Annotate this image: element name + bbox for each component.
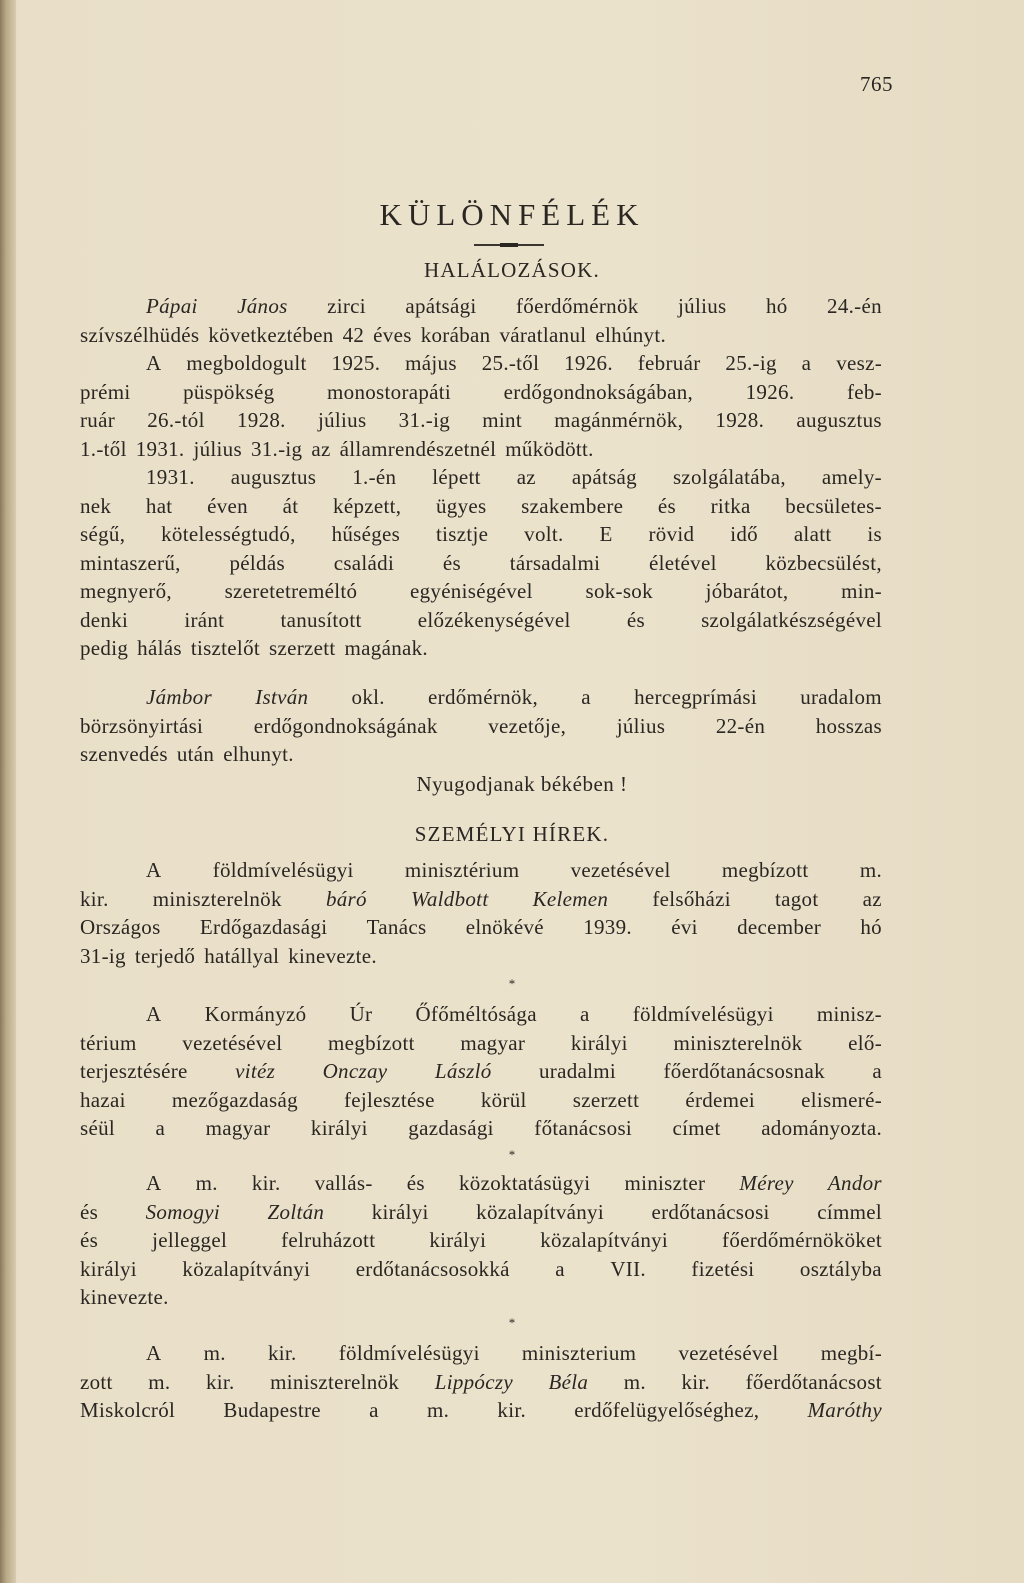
name-italic-word: Kelemen bbox=[532, 886, 609, 911]
word: tisztje bbox=[436, 522, 489, 546]
word: 25.-től bbox=[481, 351, 540, 375]
news-item-2 bbox=[80, 1000, 882, 1143]
word: július bbox=[616, 713, 666, 738]
word: okl. bbox=[351, 685, 385, 709]
word: uradalmi bbox=[538, 1059, 617, 1083]
text-line bbox=[80, 1226, 882, 1255]
word: börzsönyirtási bbox=[80, 713, 204, 738]
word: fizetési bbox=[691, 1256, 755, 1281]
word: miniszter bbox=[624, 1171, 706, 1195]
word: a bbox=[872, 1059, 882, 1083]
word: és bbox=[442, 550, 461, 575]
word: éves bbox=[373, 322, 412, 347]
word: felsőházi bbox=[652, 886, 731, 911]
word: A bbox=[146, 351, 162, 375]
word: idő bbox=[730, 522, 758, 546]
word: vezetésével bbox=[570, 858, 671, 882]
word: erdőfelügyelőséghez, bbox=[574, 1398, 760, 1422]
word: vezetője, bbox=[488, 713, 567, 738]
word: magyar bbox=[460, 1030, 526, 1055]
word: 1928. bbox=[236, 408, 286, 432]
name-italic-word: Onczay bbox=[322, 1059, 388, 1083]
word: után bbox=[176, 742, 215, 766]
word: minisztérium bbox=[404, 858, 520, 882]
text-line bbox=[80, 492, 882, 521]
separator-star-2: * bbox=[508, 1147, 516, 1162]
text-line bbox=[80, 406, 882, 435]
word: és bbox=[657, 493, 676, 518]
word: és bbox=[80, 1228, 99, 1252]
obituary-paragraph-2 bbox=[80, 683, 882, 769]
word: kinevezte. bbox=[80, 1285, 169, 1309]
word: amely- bbox=[821, 465, 882, 489]
word: 1928. bbox=[715, 408, 765, 432]
word: főerdőtanácsost bbox=[745, 1369, 882, 1394]
word: 24.-én bbox=[827, 294, 882, 318]
word: hosszas bbox=[815, 713, 882, 738]
word: közoktatásügyi bbox=[459, 1171, 591, 1195]
text-line bbox=[80, 683, 882, 712]
word: 1931. bbox=[135, 436, 185, 461]
text-line bbox=[80, 942, 882, 971]
word: közbecsülést, bbox=[765, 550, 882, 575]
word: a bbox=[581, 685, 591, 709]
word: július bbox=[678, 294, 727, 318]
szemelyi-hirek-heading: SZEMÉLYI HÍREK. bbox=[414, 822, 610, 846]
word: Budapestre bbox=[223, 1398, 321, 1422]
word: Országos bbox=[80, 915, 161, 939]
word: Tanács bbox=[366, 915, 427, 939]
word: kir. bbox=[497, 1398, 527, 1422]
word: megnyerő, bbox=[80, 579, 172, 603]
word: hűséges bbox=[331, 522, 401, 546]
word: 1939. bbox=[583, 915, 632, 939]
word: királyi bbox=[429, 1228, 487, 1252]
word: érdemei bbox=[685, 1087, 756, 1112]
word: Őfőméltósága bbox=[415, 1002, 537, 1026]
word: is bbox=[867, 522, 882, 546]
word: apátsági bbox=[405, 294, 477, 318]
word: Kormányzó bbox=[204, 1002, 307, 1026]
word: A bbox=[146, 858, 162, 882]
word: lépett bbox=[432, 465, 481, 489]
word: tisztelőt bbox=[190, 636, 260, 660]
word: magyar bbox=[205, 1116, 271, 1140]
word: az bbox=[862, 886, 882, 911]
word: a bbox=[369, 1398, 379, 1422]
word: A bbox=[146, 1341, 162, 1365]
word: 31.-ig bbox=[398, 408, 451, 432]
word: fejlesztése bbox=[344, 1087, 435, 1112]
text-line bbox=[80, 634, 882, 663]
word: február bbox=[637, 351, 701, 375]
word: jóbarátot, bbox=[705, 579, 789, 603]
word: kinevezte. bbox=[288, 943, 377, 968]
text-line bbox=[80, 321, 882, 350]
name-italic-word: Mérey bbox=[739, 1171, 794, 1195]
word: miniszterelnök bbox=[270, 1369, 400, 1394]
word: elhunyt. bbox=[223, 742, 294, 766]
text-line bbox=[80, 740, 882, 769]
word: képzett, bbox=[333, 493, 402, 518]
word: osztályba bbox=[799, 1256, 882, 1281]
word: kötelességtudó, bbox=[161, 522, 296, 546]
news-item-3 bbox=[80, 1169, 882, 1312]
word: a bbox=[155, 1116, 166, 1140]
text-line bbox=[80, 292, 882, 321]
word: életével bbox=[649, 550, 717, 575]
word: szolgálatkészségével bbox=[701, 607, 882, 632]
word: 1926. bbox=[564, 351, 613, 375]
word: hat bbox=[145, 493, 173, 518]
word: főerdőtanácsosnak bbox=[663, 1059, 825, 1083]
word: hálás bbox=[137, 636, 182, 660]
text-line bbox=[80, 1086, 882, 1115]
word: közalapítványi bbox=[476, 1199, 604, 1224]
text-line bbox=[80, 1114, 882, 1143]
word: hazai bbox=[80, 1087, 126, 1112]
word: püspökség bbox=[183, 379, 275, 404]
word: kir. bbox=[267, 1341, 297, 1365]
word: 1925. bbox=[331, 351, 381, 375]
word: kir. bbox=[681, 1369, 711, 1394]
word: erdőtanácsosi bbox=[651, 1199, 770, 1224]
word: vallás- bbox=[314, 1171, 373, 1195]
word: Miskolcról bbox=[80, 1398, 176, 1422]
word: mintaszerű, bbox=[80, 550, 181, 575]
word: volt. bbox=[524, 522, 564, 546]
obituary-closing: Nyugodjanak békében ! bbox=[416, 772, 628, 796]
name-italic-word: Andor bbox=[827, 1171, 882, 1195]
word: VII. bbox=[610, 1256, 646, 1281]
text-line bbox=[80, 1169, 882, 1198]
word: erdőgondnokságának bbox=[253, 713, 438, 738]
word: az bbox=[311, 436, 331, 461]
word: erdőgondnokságában, bbox=[503, 379, 694, 404]
word: elnökévé bbox=[465, 915, 544, 939]
text-line bbox=[80, 1198, 882, 1227]
word: gazdasági bbox=[408, 1116, 494, 1140]
text-line bbox=[80, 349, 882, 378]
title-ornament-rule bbox=[474, 244, 544, 246]
word: 42 bbox=[342, 322, 365, 347]
text-line bbox=[80, 1029, 882, 1058]
word: következtében bbox=[208, 322, 334, 347]
name-italic-word: báró bbox=[325, 886, 367, 911]
word: családi bbox=[333, 550, 395, 575]
word: miniszterium bbox=[521, 1341, 637, 1365]
text-line bbox=[80, 913, 882, 942]
word: a bbox=[801, 351, 812, 375]
word: m. bbox=[426, 1398, 450, 1422]
word: földmívelésügyi bbox=[632, 1002, 774, 1026]
word: A bbox=[146, 1002, 162, 1026]
word: megbízott bbox=[328, 1030, 415, 1055]
word: felruházott bbox=[281, 1228, 376, 1252]
word: ségű, bbox=[80, 522, 126, 546]
text-line bbox=[80, 1000, 882, 1029]
word: közalapítványi bbox=[182, 1256, 311, 1281]
word: szeretetreméltó bbox=[224, 579, 358, 603]
word: megboldogult bbox=[186, 351, 307, 375]
word: szenvedés bbox=[80, 742, 168, 766]
word: jelleggel bbox=[152, 1228, 228, 1252]
word: tagot bbox=[775, 886, 819, 911]
word: július bbox=[317, 408, 367, 432]
word: pedig bbox=[80, 636, 129, 660]
word: társadalmi bbox=[509, 550, 601, 575]
word: és bbox=[80, 1199, 99, 1224]
word: a bbox=[555, 1256, 565, 1281]
word: királyi bbox=[570, 1030, 628, 1055]
news-item-4 bbox=[80, 1339, 882, 1425]
halalozasok-heading: HALÁLOZÁSOK. bbox=[424, 258, 600, 282]
word: prémi bbox=[80, 379, 131, 404]
word: egyéniségével bbox=[409, 579, 533, 603]
word: szolgálatába, bbox=[672, 465, 786, 489]
word: zirci bbox=[327, 294, 366, 318]
word: királyi bbox=[80, 1256, 137, 1281]
word: ügyes bbox=[435, 493, 487, 518]
word: denki bbox=[80, 607, 129, 632]
text-line bbox=[80, 378, 882, 407]
text-line bbox=[80, 463, 882, 492]
word: vezetésével bbox=[678, 1341, 779, 1365]
text-line bbox=[80, 1057, 882, 1086]
text-line bbox=[80, 549, 882, 578]
word: iránt bbox=[184, 607, 225, 632]
word: királyi bbox=[371, 1199, 429, 1224]
word: földmívelésügyi bbox=[338, 1341, 480, 1365]
word: uradalom bbox=[800, 685, 882, 709]
word: min- bbox=[841, 579, 882, 603]
word: főerdőmérnököket bbox=[722, 1228, 882, 1252]
word: miniszterelnök bbox=[152, 886, 282, 911]
name-italic-word: Maróthy bbox=[807, 1398, 882, 1422]
name-italic-word: Somogyi bbox=[145, 1199, 221, 1224]
word: 31-ig bbox=[80, 943, 126, 968]
word: korában bbox=[420, 322, 491, 347]
word: működött. bbox=[505, 436, 594, 461]
word: 22-én bbox=[715, 713, 766, 738]
word: térium bbox=[80, 1030, 137, 1055]
word: elő- bbox=[848, 1030, 882, 1055]
word: zott bbox=[80, 1369, 113, 1394]
word: becsületes- bbox=[785, 493, 882, 518]
text-line bbox=[80, 435, 882, 464]
word: E bbox=[599, 522, 613, 546]
name-italic-word: Jámbor bbox=[146, 685, 212, 709]
text-line bbox=[80, 577, 882, 606]
word: 1926. bbox=[745, 379, 795, 404]
word: váratlanul bbox=[499, 322, 587, 347]
word: terjedő bbox=[134, 943, 196, 968]
word: az bbox=[516, 465, 536, 489]
word: előzékenységével bbox=[417, 607, 571, 632]
name-italic-word: László bbox=[434, 1059, 492, 1083]
word: alatt bbox=[793, 522, 832, 546]
word: hercegprímási bbox=[634, 685, 757, 709]
word: hó bbox=[860, 915, 882, 939]
word: minisz- bbox=[816, 1002, 882, 1026]
word: magának. bbox=[344, 636, 428, 660]
text-line bbox=[80, 1283, 882, 1312]
word: m. bbox=[203, 1341, 226, 1365]
separator-star-3: * bbox=[508, 1315, 516, 1330]
word: évi bbox=[671, 915, 698, 939]
word: tanusított bbox=[280, 607, 362, 632]
word: kir. bbox=[80, 886, 109, 911]
word: sok-sok bbox=[585, 579, 653, 603]
word: szakembere bbox=[521, 493, 624, 518]
word: feb- bbox=[846, 379, 882, 404]
word: erdőtanácsosokká bbox=[355, 1256, 510, 1281]
word: július bbox=[193, 436, 242, 461]
word: vezetésével bbox=[182, 1030, 283, 1055]
word: augusztus bbox=[796, 408, 882, 432]
word: 1.-én bbox=[352, 465, 397, 489]
word: magánmérnök, bbox=[554, 408, 684, 432]
text-line bbox=[80, 712, 882, 741]
name-italic-word: István bbox=[255, 685, 309, 709]
word: mint bbox=[482, 408, 522, 432]
text-line bbox=[80, 1255, 882, 1284]
word: a bbox=[579, 1002, 590, 1026]
word: m. bbox=[148, 1369, 171, 1394]
text-line bbox=[80, 1339, 882, 1368]
word: szívszélhüdés bbox=[80, 322, 200, 347]
separator-star-1: * bbox=[508, 976, 516, 991]
text-line bbox=[80, 885, 882, 914]
word: 31.-ig bbox=[250, 436, 303, 461]
word: m. bbox=[195, 1171, 218, 1195]
word: ruár bbox=[80, 408, 116, 432]
word: A bbox=[146, 1171, 162, 1195]
name-italic-word: Lippóczy bbox=[434, 1369, 513, 1394]
obituary-paragraph-1 bbox=[80, 292, 882, 663]
word: rövid bbox=[648, 522, 695, 546]
word: Erdőgazdasági bbox=[199, 915, 328, 939]
word: 26.-tól bbox=[147, 408, 205, 432]
word: át bbox=[282, 493, 299, 518]
word: terjesztésére bbox=[80, 1059, 188, 1083]
word: május bbox=[405, 351, 457, 375]
word: hatállyal bbox=[204, 943, 280, 968]
text-line bbox=[80, 1396, 882, 1425]
word: 25.-ig bbox=[725, 351, 777, 375]
word: apátság bbox=[571, 465, 637, 489]
word: adományozta. bbox=[761, 1116, 882, 1140]
word: szerzett bbox=[269, 636, 336, 660]
section-title: KÜLÖNFÉLÉK bbox=[379, 197, 645, 232]
word: miniszterelnök bbox=[673, 1030, 803, 1055]
word: királyi bbox=[310, 1116, 368, 1140]
word: és bbox=[626, 607, 645, 632]
name-italic-word: Béla bbox=[548, 1369, 589, 1394]
word: 1.-től bbox=[80, 436, 127, 461]
word: m. bbox=[859, 858, 882, 882]
name-italic-word: Zoltán bbox=[267, 1199, 325, 1224]
name-italic-word: Pápai bbox=[146, 294, 198, 318]
page-number: 765 bbox=[860, 72, 893, 96]
word: közalapítványi bbox=[540, 1228, 669, 1252]
word: földmívelésügyi bbox=[212, 858, 354, 882]
word: hó bbox=[765, 294, 788, 318]
word: vesz- bbox=[836, 351, 882, 375]
word: kir. bbox=[205, 1369, 235, 1394]
word: címmel bbox=[817, 1199, 882, 1224]
word: főerdőmérnök bbox=[516, 294, 639, 318]
word: megbízott bbox=[721, 858, 809, 882]
word: szerzett bbox=[572, 1087, 640, 1112]
word: éven bbox=[207, 493, 248, 518]
name-italic-word: vitéz bbox=[235, 1059, 276, 1083]
text-line bbox=[80, 856, 882, 885]
word: főtanácsosi bbox=[534, 1116, 633, 1140]
name-italic-word: Waldbott bbox=[410, 886, 489, 911]
news-item-1 bbox=[80, 856, 882, 970]
word: 1931. bbox=[146, 465, 195, 489]
word: kir. bbox=[251, 1171, 281, 1195]
word: címet bbox=[672, 1116, 721, 1140]
word: példás bbox=[229, 550, 285, 575]
word: államrendészetnél bbox=[339, 436, 497, 461]
word: nek bbox=[80, 493, 112, 518]
text-line bbox=[80, 520, 882, 549]
word: és bbox=[406, 1171, 425, 1195]
word: megbí- bbox=[820, 1341, 882, 1365]
word: séül bbox=[80, 1116, 116, 1140]
name-italic-word: János bbox=[237, 294, 288, 318]
word: körül bbox=[480, 1087, 527, 1112]
word: elismeré- bbox=[801, 1087, 882, 1112]
word: augusztus bbox=[230, 465, 317, 489]
word: december bbox=[737, 915, 822, 939]
word: monostorapáti bbox=[327, 379, 452, 404]
word: Úr bbox=[349, 1002, 373, 1026]
word: mezőgazdaság bbox=[171, 1087, 298, 1112]
word: m. bbox=[623, 1369, 646, 1394]
text-line bbox=[80, 1368, 882, 1397]
word: elhúnyt. bbox=[595, 322, 667, 347]
text-line bbox=[80, 606, 882, 635]
word: erdőmérnök, bbox=[428, 685, 539, 709]
word: ritka bbox=[710, 493, 751, 518]
